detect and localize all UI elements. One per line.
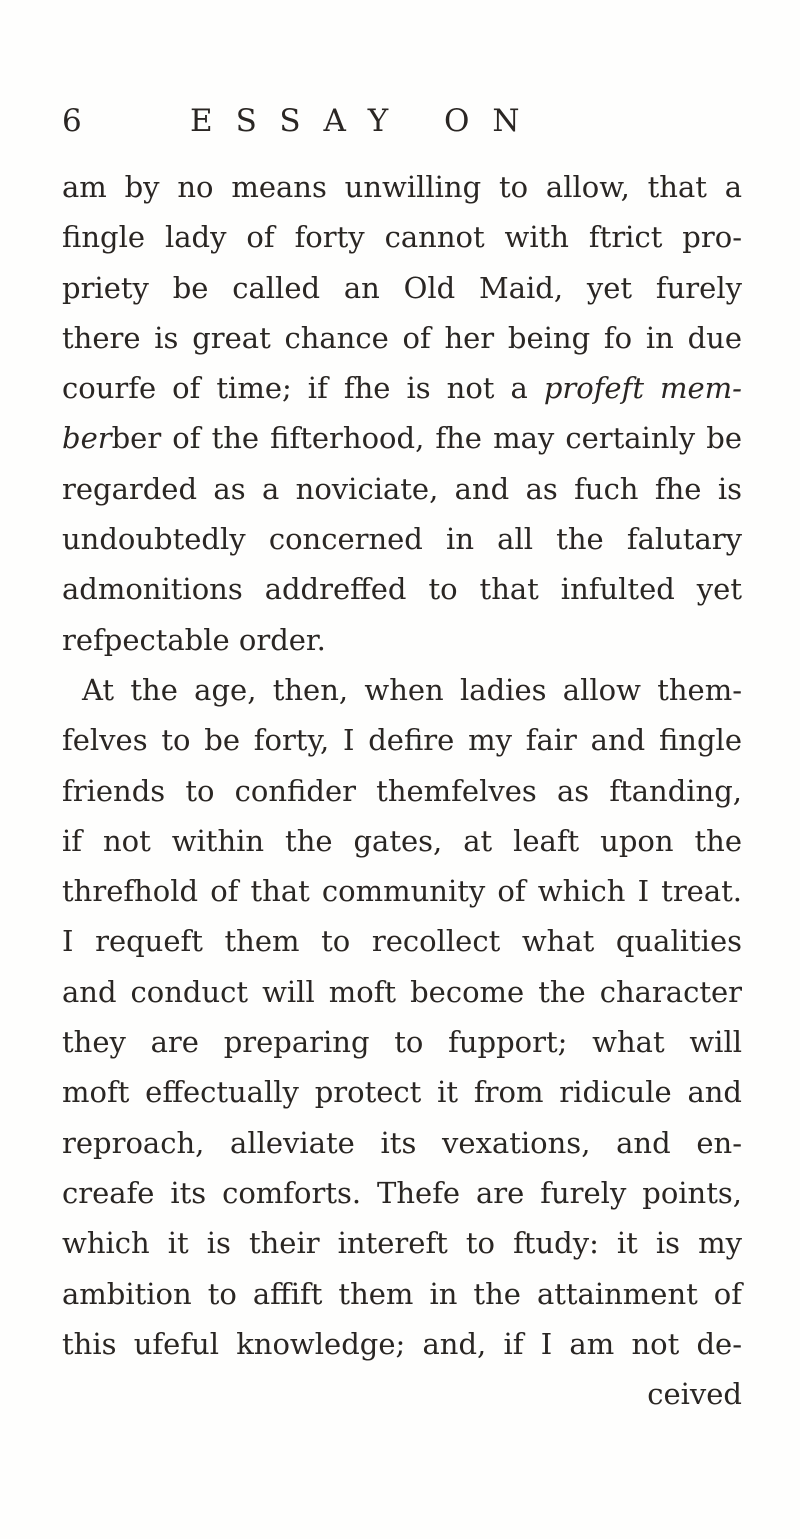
italic-text: ber [62, 421, 112, 456]
italic-text: profeft mem- [543, 371, 742, 406]
text-line: creafe its comforts. Thefe are furely points, [62, 1175, 742, 1210]
text-line: am by no means unwilling to allow, that a [62, 170, 742, 204]
text-line: reproach, alleviate its vexations, and en- [62, 1125, 742, 1160]
text-line: felves to be forty, I defire my fair and fingle [62, 723, 742, 758]
text-line: this ufeful knowledge; and, if I am not de- [62, 1326, 742, 1361]
text-line: I requeft them to recollect what qualities [62, 924, 742, 959]
text-line: admonitions addreffed to that infulted yet [62, 572, 742, 607]
text-line: priety be called an Old Maid, yet furely [62, 270, 742, 305]
text-line: they are preparing to fupport; what will [62, 1025, 742, 1060]
text-line-with-italic [62, 363, 742, 413]
text-line: regarded as a noviciate, and as fuch fhe is [62, 471, 742, 506]
text-line: ambition to affift them in the attainment of [62, 1276, 742, 1311]
text-line: undoubtedly concerned in all the falutary [62, 522, 742, 557]
text-line: threfhold of that community of which I treat. [62, 874, 742, 909]
body-text [62, 162, 742, 1419]
text-line: if not within the gates, at leaft upon the [62, 823, 742, 858]
text-segment: courfe of time; if fhe is not a [62, 371, 544, 406]
text-segment: ber of the fifterhood, fhe may certainly be [111, 421, 742, 456]
text-line: friends to confider themfelves as ftanding, [62, 773, 742, 808]
page-number: 6 [62, 103, 82, 139]
text-line: refpectable order. [62, 622, 326, 657]
catchword: ceived [647, 1377, 742, 1412]
text-line: fingle lady of forty cannot with ftrict pro- [62, 220, 742, 255]
paragraph-start-line: At the age, then, when ladies allow them- [82, 672, 742, 707]
text-line: which it is their intereft to ftudy: it is my [62, 1226, 742, 1261]
text-line: there is great chance of her being fo in due [62, 320, 742, 355]
running-head: ESSAY ON [190, 103, 543, 139]
text-line: and conduct will moft become the character [62, 974, 742, 1009]
page-header [62, 96, 682, 146]
text-line: moft effectually protect it from ridicule and [62, 1075, 742, 1110]
text-line-with-italic [62, 413, 742, 463]
